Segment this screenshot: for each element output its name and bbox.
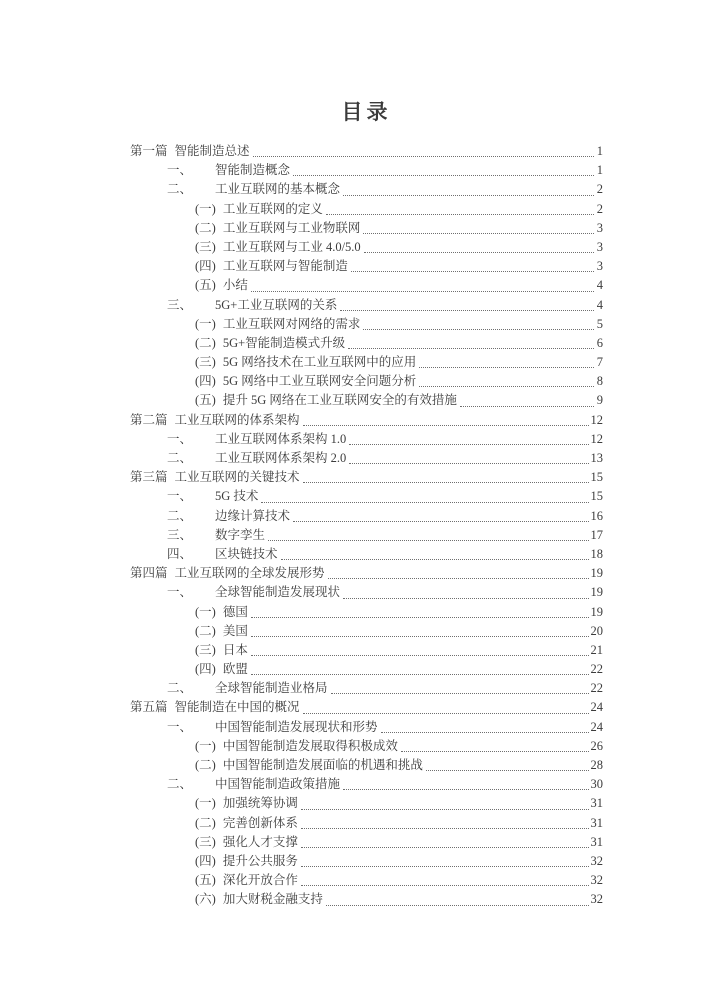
- dot-leader: [363, 233, 594, 234]
- toc-entry[interactable]: [130, 238, 603, 257]
- toc-entry-title: 工业互联网与智能制造: [222, 259, 348, 274]
- toc-entry-number: (五): [195, 393, 216, 408]
- toc-entry-number: 一、: [167, 163, 193, 178]
- toc-entry-title: 工业互联网的定义: [222, 201, 323, 216]
- toc-entry-title: 中国智能制造发展取得积极成效: [222, 738, 398, 753]
- toc-entry-page: 16: [590, 508, 603, 523]
- toc-entry-page: 1: [596, 144, 603, 158]
- toc-entry[interactable]: [130, 276, 603, 295]
- toc-entry-page: 19: [590, 566, 603, 581]
- dot-leader: [293, 521, 588, 522]
- toc-entry-page: 24: [590, 700, 603, 715]
- toc-entry-number: (三): [195, 642, 216, 657]
- dot-leader: [348, 348, 594, 349]
- toc-entry-title: 5G+工业互联网的关系: [215, 297, 338, 312]
- toc-entry[interactable]: [130, 660, 603, 679]
- toc-entry-page: 5: [596, 316, 603, 331]
- toc-entry-title: 5G 网络技术在工业互联网中的应用: [222, 355, 417, 370]
- toc-entry-page: 15: [590, 489, 603, 504]
- toc-entry[interactable]: [130, 564, 603, 583]
- dot-leader: [426, 770, 589, 771]
- dot-leader: [328, 578, 589, 579]
- toc-entry-page: 31: [590, 796, 603, 811]
- toc-entry-number: 四、: [167, 546, 193, 561]
- toc-entry-number: (四): [195, 259, 216, 274]
- toc-entry-page: 15: [590, 470, 603, 485]
- toc-entry-number: (二): [195, 623, 216, 638]
- toc-entry-page: 30: [590, 777, 603, 792]
- toc-entry-number: 一、: [167, 719, 193, 734]
- toc-entry-title: 智能制造在中国的概况: [174, 700, 300, 715]
- toc-entry-number: (一): [195, 201, 216, 216]
- toc-entry-title: 工业互联网的全球发展形势: [174, 566, 325, 581]
- toc-entry-title: 工业互联网的基本概念: [215, 182, 341, 197]
- toc-entry[interactable]: [130, 487, 603, 506]
- toc-entry-title: 5G 网络中工业互联网安全问题分析: [222, 374, 417, 389]
- toc-entry-title: 工业互联网的体系架构: [174, 412, 300, 427]
- toc-entry-title: 中国智能制造发展现状和形势: [215, 719, 378, 734]
- toc-entry-page: 21: [590, 642, 603, 657]
- dot-leader: [251, 636, 589, 637]
- toc-entry-title: 美国: [222, 623, 248, 638]
- toc-entry-title: 5G 技术: [215, 489, 259, 504]
- toc-entry-title: 工业互联网对网络的需求: [222, 316, 361, 331]
- toc-entry-page: 1: [596, 163, 603, 178]
- toc-entry-page: 22: [590, 662, 603, 677]
- dot-leader: [460, 406, 594, 407]
- toc-entry[interactable]: [130, 161, 603, 180]
- dot-leader: [349, 444, 588, 445]
- toc-entry-number: (一): [195, 796, 216, 811]
- toc-entry-page: 4: [596, 278, 603, 293]
- toc-entry[interactable]: [130, 334, 603, 353]
- dot-leader: [419, 386, 594, 387]
- dot-leader: [251, 674, 589, 675]
- dot-leader: [349, 463, 588, 464]
- dot-leader: [364, 252, 594, 253]
- toc-entry-title: 德国: [222, 604, 248, 619]
- toc-entry-page: 31: [590, 834, 603, 849]
- toc-entry[interactable]: [130, 372, 603, 391]
- toc-entry-page: 7: [596, 355, 603, 370]
- toc-entry-number: (二): [195, 335, 216, 350]
- toc-entry-title: 完善创新体系: [222, 815, 298, 830]
- toc-entry-title: 欧盟: [222, 662, 248, 677]
- toc-entry-title: 提升公共服务: [222, 853, 298, 868]
- dot-leader: [268, 540, 588, 541]
- toc-entry-page: 31: [590, 815, 603, 830]
- dot-leader: [251, 617, 589, 618]
- toc-entry[interactable]: [130, 219, 603, 238]
- toc-entry-title: 加大财税金融支持: [222, 892, 323, 907]
- toc-entry[interactable]: [130, 852, 603, 871]
- toc-entry-title: 中国智能制造政策措施: [215, 777, 341, 792]
- dot-leader: [419, 367, 594, 368]
- toc-entry-page: 3: [596, 259, 603, 274]
- toc-entry[interactable]: [130, 257, 603, 276]
- toc-entry[interactable]: [130, 391, 603, 410]
- toc-entry-number: 一、: [167, 489, 193, 504]
- toc-entry-number: (一): [195, 738, 216, 753]
- toc-entry-number: (五): [195, 873, 216, 888]
- toc-entry-page: 19: [590, 604, 603, 619]
- toc-list: [130, 142, 603, 910]
- toc-entry-number: 三、: [167, 527, 193, 542]
- toc-entry-title: 工业互联网与工业物联网: [222, 220, 361, 235]
- dot-leader: [301, 866, 589, 867]
- toc-entry-page: 18: [590, 546, 603, 561]
- dot-leader: [381, 732, 589, 733]
- toc-entry-title: 强化人才支撑: [222, 834, 298, 849]
- page-title: 目录: [341, 100, 392, 124]
- toc-entry[interactable]: [130, 315, 603, 334]
- toc-entry[interactable]: [130, 756, 603, 775]
- toc-entry-number: (三): [195, 355, 216, 370]
- toc-entry-title: 工业互联网体系架构 2.0: [215, 451, 347, 465]
- toc-entry-number: 第三篇: [130, 470, 168, 485]
- toc-entry[interactable]: [130, 545, 603, 564]
- toc-entry[interactable]: [130, 449, 603, 468]
- dot-leader: [363, 329, 594, 330]
- dot-leader: [303, 713, 589, 714]
- toc-entry-title: 中国智能制造发展面临的机遇和挑战: [222, 758, 423, 772]
- toc-entry[interactable]: [130, 353, 603, 372]
- dot-leader: [343, 195, 594, 196]
- toc-entry-number: 第二篇: [130, 412, 168, 427]
- dot-leader: [326, 214, 594, 215]
- toc-entry-number: (一): [195, 316, 216, 331]
- dot-leader: [340, 310, 594, 311]
- toc-entry-number: (三): [195, 239, 216, 254]
- toc-entry[interactable]: [130, 890, 603, 909]
- toc-entry-number: 一、: [167, 431, 193, 446]
- toc-entry-title: 全球智能制造发展现状: [215, 585, 341, 600]
- toc-entry-number: (二): [195, 220, 216, 235]
- toc-entry[interactable]: [130, 603, 603, 622]
- toc-entry[interactable]: [130, 833, 603, 852]
- toc-entry[interactable]: [130, 200, 603, 219]
- dot-leader: [293, 175, 594, 176]
- toc-entry-title: 全球智能制造业格局: [215, 681, 328, 696]
- toc-entry-number: 二、: [167, 182, 193, 197]
- toc-entry-number: (二): [195, 815, 216, 830]
- toc-entry-number: (五): [195, 278, 216, 293]
- toc-entry[interactable]: [130, 468, 603, 487]
- toc-entry-number: 三、: [167, 297, 193, 312]
- toc-entry-page: 3: [596, 220, 603, 235]
- toc-entry[interactable]: [130, 641, 603, 660]
- toc-entry-page: 20: [590, 623, 603, 638]
- toc-entry-number: 第一篇: [130, 144, 168, 158]
- toc-entry-number: 二、: [167, 508, 193, 523]
- toc-entry-page: 19: [590, 585, 603, 600]
- toc-entry[interactable]: [130, 296, 603, 315]
- dot-leader: [301, 847, 589, 848]
- toc-entry[interactable]: [130, 583, 603, 602]
- toc-entry[interactable]: [130, 507, 603, 526]
- toc-entry-title: 工业互联网的关键技术: [174, 470, 300, 485]
- toc-entry-page: 13: [590, 451, 603, 465]
- dot-leader: [343, 598, 588, 599]
- toc-entry-title: 边缘计算技术: [215, 508, 291, 523]
- toc-entry-page: 9: [596, 393, 603, 408]
- toc-entry-title: 提升 5G 网络在工业互联网安全的有效措施: [222, 393, 457, 408]
- toc-entry-number: (三): [195, 834, 216, 849]
- dot-leader: [301, 885, 589, 886]
- toc-entry-number: (六): [195, 892, 216, 907]
- toc-entry-title: 小结: [222, 278, 248, 293]
- dot-leader: [301, 828, 589, 829]
- toc-entry[interactable]: [130, 142, 603, 161]
- toc-entry-page: 22: [590, 681, 603, 696]
- dot-leader: [261, 502, 588, 503]
- dot-leader: [301, 809, 589, 810]
- toc-entry[interactable]: [130, 430, 603, 449]
- toc-entry[interactable]: [130, 526, 603, 545]
- toc-entry-number: 一、: [167, 585, 193, 600]
- toc-entry-number: (四): [195, 374, 216, 389]
- toc-entry-page: 32: [590, 853, 603, 868]
- dot-leader: [326, 905, 589, 906]
- dot-leader: [251, 291, 594, 292]
- dot-leader: [251, 655, 589, 656]
- toc-entry-page: 28: [590, 758, 603, 772]
- toc-entry-page: 6: [596, 335, 603, 350]
- toc-entry-title: 工业互联网体系架构 1.0: [215, 431, 347, 446]
- toc-entry[interactable]: [130, 698, 603, 717]
- dot-leader: [331, 693, 589, 694]
- toc-entry-page: 2: [596, 201, 603, 216]
- dot-leader: [281, 559, 589, 560]
- toc-entry-number: 二、: [167, 777, 193, 792]
- toc-entry-page: 12: [590, 412, 603, 427]
- dot-leader: [351, 271, 594, 272]
- dot-leader: [343, 789, 588, 790]
- toc-entry-page: 4: [596, 297, 603, 312]
- toc-entry-page: 32: [590, 892, 603, 907]
- toc-entry-page: 24: [590, 719, 603, 734]
- toc-entry-title: 智能制造总述: [174, 144, 250, 158]
- dot-leader: [401, 751, 589, 752]
- toc-entry-number: 第四篇: [130, 566, 168, 581]
- toc-entry[interactable]: [130, 180, 603, 199]
- toc-entry-page: 8: [596, 374, 603, 389]
- toc-entry-number: 二、: [167, 451, 193, 465]
- toc-entry[interactable]: [130, 411, 603, 430]
- toc-entry[interactable]: [130, 775, 603, 794]
- toc-entry-page: 26: [590, 738, 603, 753]
- toc-entry-title: 日本: [222, 642, 248, 657]
- dot-leader: [303, 425, 589, 426]
- toc-entry[interactable]: [130, 814, 603, 833]
- toc-entry-number: 二、: [167, 681, 193, 696]
- toc-entry-title: 深化开放合作: [222, 873, 298, 888]
- toc-entry[interactable]: [130, 737, 603, 756]
- toc-entry-number: (二): [195, 758, 216, 772]
- dot-leader: [303, 482, 589, 483]
- toc-entry-number: 第五篇: [130, 700, 168, 715]
- toc-entry-title: 数字孪生: [215, 527, 266, 542]
- toc-entry-title: 5G+智能制造模式升级: [222, 335, 346, 350]
- toc-entry-page: 32: [590, 873, 603, 888]
- toc-entry[interactable]: [130, 679, 603, 698]
- toc-entry[interactable]: [130, 622, 603, 641]
- toc-entry-page: 3: [596, 239, 603, 254]
- toc-entry[interactable]: [130, 718, 603, 737]
- toc-entry-number: (四): [195, 662, 216, 677]
- toc-entry-title: 加强统筹协调: [222, 796, 298, 811]
- toc-entry-number: (一): [195, 604, 216, 619]
- toc-entry-page: 2: [596, 182, 603, 197]
- toc-entry-title: 工业互联网与工业 4.0/5.0: [222, 239, 361, 254]
- toc-entry[interactable]: [130, 794, 603, 813]
- toc-entry[interactable]: [130, 871, 603, 890]
- toc-entry-number: (四): [195, 853, 216, 868]
- toc-entry-title: 智能制造概念: [215, 163, 291, 178]
- dot-leader: [253, 156, 594, 157]
- toc-entry-page: 12: [590, 431, 603, 446]
- toc-entry-page: 17: [590, 527, 603, 542]
- toc-entry-title: 区块链技术: [215, 546, 278, 561]
